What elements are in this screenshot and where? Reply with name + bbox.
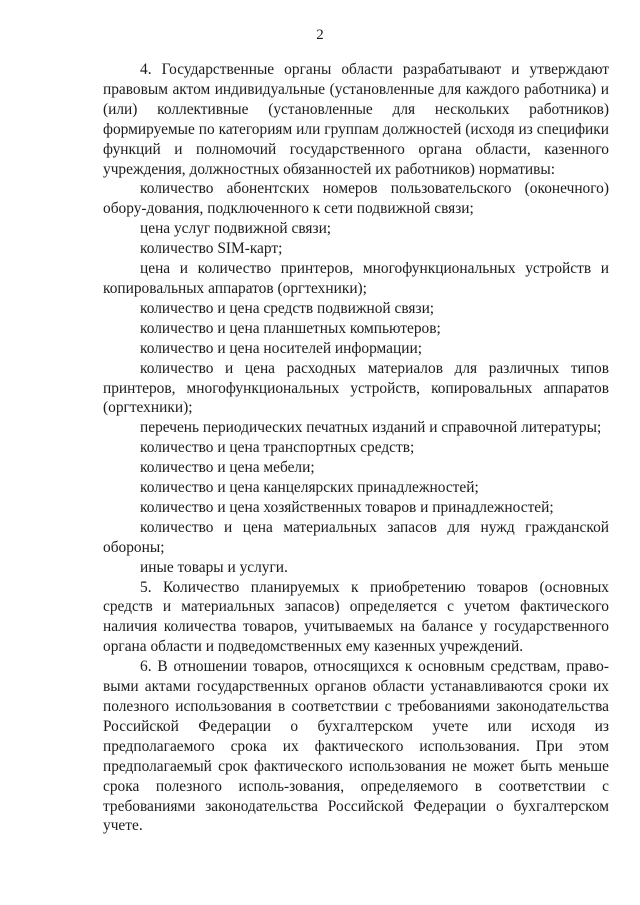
list-item: количество и цена канцелярских принадлежностей; [140,479,479,497]
list-item: количество и цена материальных запасов для нужд гражданской обороны; [103,518,609,556]
list-item: количество и цена хозяйственных товаров и принадлежностей; [140,498,554,516]
list-item: количество и цена транспортных средств; [140,439,415,457]
list-item: цена услуг подвижной связи; [140,220,332,238]
paragraph-4: 4. Государственные органы области разрабатывают и утверждают правовым актом индивидуальные (установленные для каждого работника) и (или) коллективные (установленные для нескольких работников) формируемые по категориям или группам должностей (исходя из специфики функций и полномочий государственного органа области, казенного учреждения, должностных обязанностей их работников) нормативы: [103,61,609,178]
paragraph-5: 5. Количество планируемых к приобретению товаров (основных средств и материальных запасов) определяется с учетом фактического наличия количества товаров, учитываемых на балансе у государственного органа области и подведомственных ему казенных учреждений. [103,578,609,656]
list-item: количество и цена расходных материалов для различных типов принтеров, многофункциональных устройств, копировальных аппаратов (оргтехники); [103,359,609,417]
document-body [103,60,609,836]
list-item: количество и цена планшетных компьютеров; [140,319,441,337]
list-item: иные товары и услуги. [140,558,288,576]
list-item: количество SIM-карт; [140,240,283,258]
list-item: количество абонентских номеров пользовательского (оконечного) обору-дования, подключенного к сети подвижной связи; [103,180,609,218]
list-item: количество и цена средств подвижной связи; [140,299,435,317]
list-item: цена и количество принтеров, многофункциональных устройств и копировальных аппаратов (оргтехники); [103,260,609,297]
page-number: 2 [316,27,324,43]
list-item: перечень периодических печатных изданий и справочной литературы; [140,419,602,437]
list-item: количество и цена носителей информации; [140,339,422,357]
list-item: количество и цена мебели; [140,459,315,477]
paragraph-6: 6. В отношении товаров, относящихся к основным средствам, право-выми актами государственных органов области устанавливаются сроки их полезного использования в соответствии с требованиями законодательства Российской Федерации о бухгалтерском учете или исходя из предполагаемого срока их фактического использования. При этом предполагаемый срок фактического использования не может быть меньше срока полезного исполь-зования, определяемого в соответствии с требованиями законодательства Российской Федерации о бухгалтерском учете. [103,658,609,835]
